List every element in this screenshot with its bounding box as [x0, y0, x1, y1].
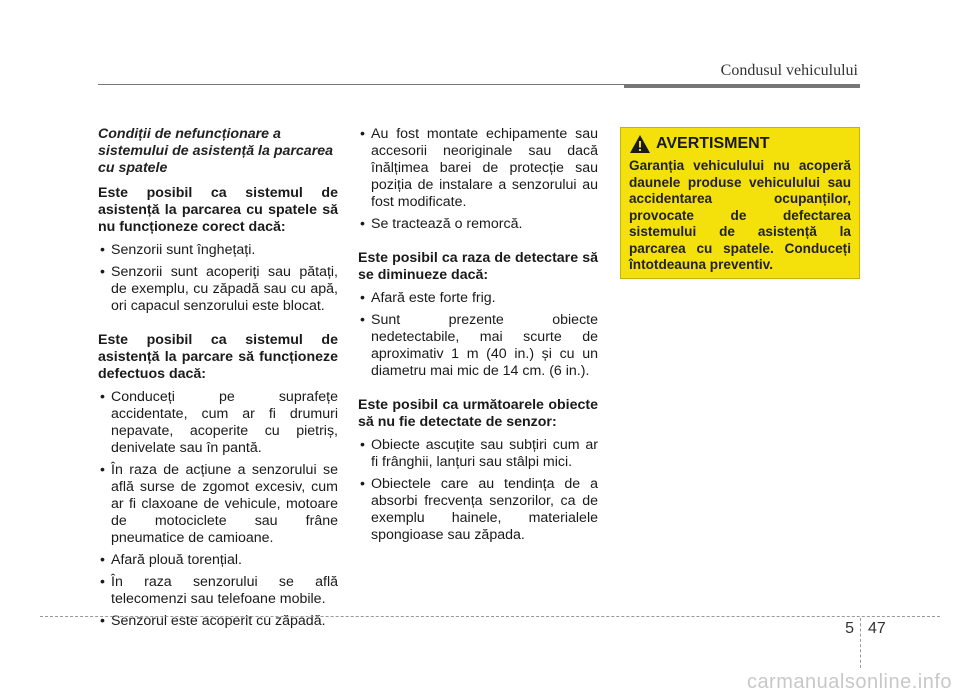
list-item: • Obiectele care au tendința de a absorbi frecvența senzorilor, ca de exemplu hainele, materialele spongioase sau zăpada. — [358, 476, 598, 544]
warning-triangle-icon — [629, 134, 651, 154]
warning-title: AVERTISMENT — [656, 135, 770, 152]
list-item: • În raza de acțiune a senzorului se află surse de zgomot excesiv, cum ar fi claxoane de vehicule, motoare de motociclete sau frâne pneumatice de camioane. — [98, 462, 338, 547]
column-1 — [98, 126, 338, 647]
page-number: 47 — [868, 620, 886, 637]
footer-rule — [40, 616, 940, 617]
bullet-list — [358, 126, 598, 233]
group-heading: Este posibil ca sistemul de asistență la parcare să funcționeze defectuos dacă: — [98, 332, 338, 382]
column-2 — [358, 126, 598, 561]
header-rule-accent — [624, 84, 860, 88]
list-item: • Obiecte ascuțite sau subțiri cum ar fi frânghii, lanțuri sau stâlpi mici. — [358, 437, 598, 471]
bullet-list — [98, 242, 338, 315]
bullet-list — [358, 290, 598, 380]
list-item: • Senzorii sunt înghețați. — [98, 242, 338, 259]
warning-box — [620, 127, 860, 279]
footer-divider — [860, 618, 861, 668]
list-item: • În raza senzorului se află telecomenzi sau telefoane mobile. — [98, 574, 338, 608]
list-item: • Senzorul este acoperit cu zăpadă. — [98, 613, 338, 630]
section-title: Condiții de nefuncționare a sistemului de asistență la parcarea cu spatele — [98, 126, 333, 176]
group-heading: Este posibil ca următoarele obiecte să nu fie detectate de senzor: — [358, 397, 598, 430]
list-item: • Afară plouă torențial. — [98, 552, 338, 569]
group-heading: Este posibil ca sistemul de asistență la parcarea cu spatele să nu funcționeze corect dacă: — [98, 185, 338, 235]
list-item: • Sunt prezente obiecte nedetectabile, mai scurte de aproximativ 1 m (40 in.) și cu un diametru mai mic de 14 cm. (6 in.). — [358, 312, 598, 380]
list-item: • Conduceți pe suprafețe accidentate, cum ar fi drumuri nepavate, acoperite cu pietriș, denivelate sau în pantă. — [98, 389, 338, 457]
warning-header — [629, 134, 851, 154]
list-item: • Senzorii sunt acoperiți sau pătați, de exemplu, cu zăpadă sau cu apă, ori capacul senzorului este blocat. — [98, 264, 338, 315]
warning-text: Garanția vehiculului nu acoperă daunele produse vehiculului sau accidentarea ocupanților, provocate de defectarea sistemului de asistență la parcarea cu spatele. Conduceți întotdeauna preventiv. — [629, 158, 851, 272]
list-item: • Se tractează o remorcă. — [358, 216, 598, 233]
list-item: • Au fost montate echipamente sau accesorii neoriginale sau dacă înălțimea barei de protecție sau poziția de instalare a senzorului au fost modificate. — [358, 126, 598, 211]
header-title: Condusul vehiculului — [720, 62, 858, 79]
list-item: • Afară este forte frig. — [358, 290, 598, 307]
group-heading: Este posibil ca raza de detectare să se diminueze dacă: — [358, 250, 598, 283]
watermark: carmanualsonline.info — [746, 671, 952, 693]
section-number: 5 — [845, 620, 854, 637]
bullet-list — [358, 437, 598, 544]
bullet-list — [98, 389, 338, 630]
